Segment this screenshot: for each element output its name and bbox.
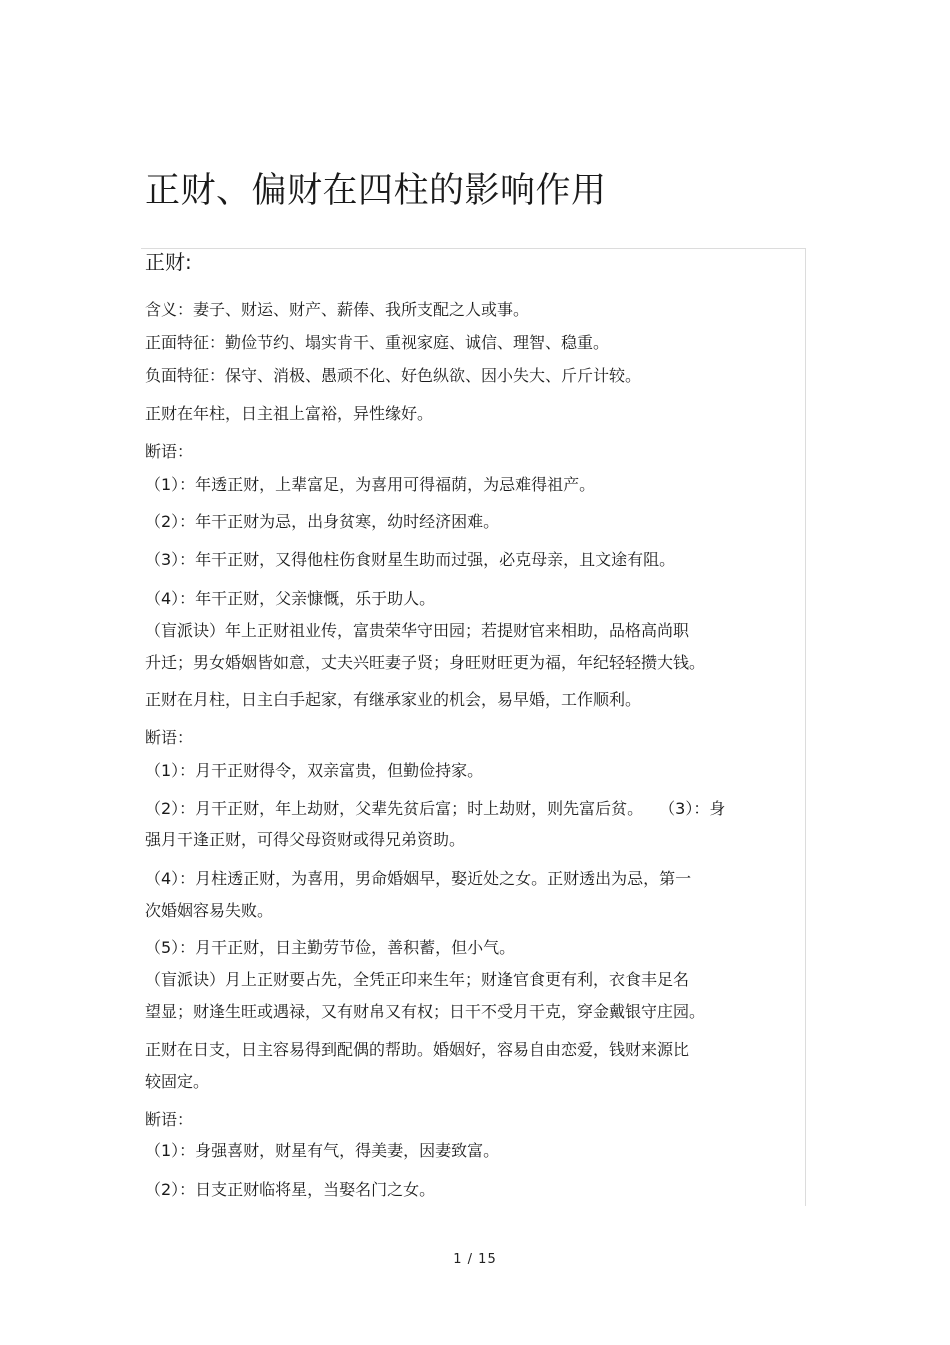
text-line: 断语： — [145, 728, 194, 747]
text-line: （盲派诀）年上正财祖业传，富贵荣华守田园；若提财官来相助，品格高尚职 — [145, 621, 690, 640]
text-line: （4）：月柱透正财，为喜用，男命婚姻早，娶近处之女。正财透出为忌，第一 — [145, 869, 692, 888]
text-line: 正面特征：勤俭节约、塌实肯干、重视家庭、诚信、理智、稳重。 — [145, 333, 610, 352]
content-box — [141, 248, 806, 1206]
text-line: （2）：年干正财为忌，出身贫寒，幼时经济困难。 — [145, 512, 500, 531]
text-line: 较固定。 — [145, 1072, 210, 1091]
text-line: 断语： — [145, 442, 194, 461]
section-heading: 正财: — [145, 250, 192, 274]
text-line: 正财在日支，日主容易得到配偶的帮助。婚姻好，容易自由恋爱，钱财来源比 — [145, 1040, 690, 1059]
text-line: 正财在年柱，日主祖上富裕，异性缘好。 — [145, 404, 434, 423]
text-line: （1）：月干正财得令，双亲富贵，但勤俭持家。 — [145, 761, 484, 780]
text-line: 断语： — [145, 1110, 194, 1129]
text-line: （2）：月干正财，年上劫财，父辈先贫后富；时上劫财，则先富后贫。 （3）：身 — [145, 799, 726, 818]
text-line: （1）：身强喜财，财星有气，得美妻，因妻致富。 — [145, 1141, 500, 1160]
text-line: 次婚姻容易失败。 — [145, 901, 274, 920]
text-line: （3）：年干正财，又得他柱伤食财星生助而过强，必克母亲，且文途有阻。 — [145, 550, 676, 569]
text-line: 升迁；男女婚姻皆如意，丈夫兴旺妻子贤；身旺财旺更为福，年纪轻轻攒大钱。 — [145, 653, 706, 672]
text-line: （2）：日支正财临将星，当娶名门之女。 — [145, 1180, 436, 1199]
text-line: （5）：月干正财，日主勤劳节俭，善积蓄，但小气。 — [145, 938, 516, 957]
page-number: 1 / 15 — [453, 1252, 497, 1267]
text-line: 正财在月柱，日主白手起家，有继承家业的机会，易早婚，工作顺利。 — [145, 690, 642, 709]
text-line: 含义：妻子、财运、财产、薪俸、我所支配之人或事。 — [145, 300, 530, 319]
text-line: （4）：年干正财，父亲慷慨，乐于助人。 — [145, 589, 436, 608]
text-line: （1）：年透正财，上辈富足，为喜用可得福荫，为忌难得祖产。 — [145, 475, 596, 494]
text-line: 望显；财逢生旺或遇禄，又有财帛又有权；日干不受月干克，穿金戴银守庄园。 — [145, 1002, 706, 1021]
page-title: 正财、偏财在四柱的影响作用 — [145, 171, 607, 211]
text-line: 负面特征：保守、消极、愚顽不化、好色纵欲、因小失大、斤斤计较。 — [145, 366, 642, 385]
text-line: 强月干逢正财，可得父母资财或得兄弟资助。 — [145, 830, 466, 849]
text-line: （盲派诀）月上正财要占先，全凭正印来生年；财逢官食更有利，衣食丰足名 — [145, 970, 690, 989]
